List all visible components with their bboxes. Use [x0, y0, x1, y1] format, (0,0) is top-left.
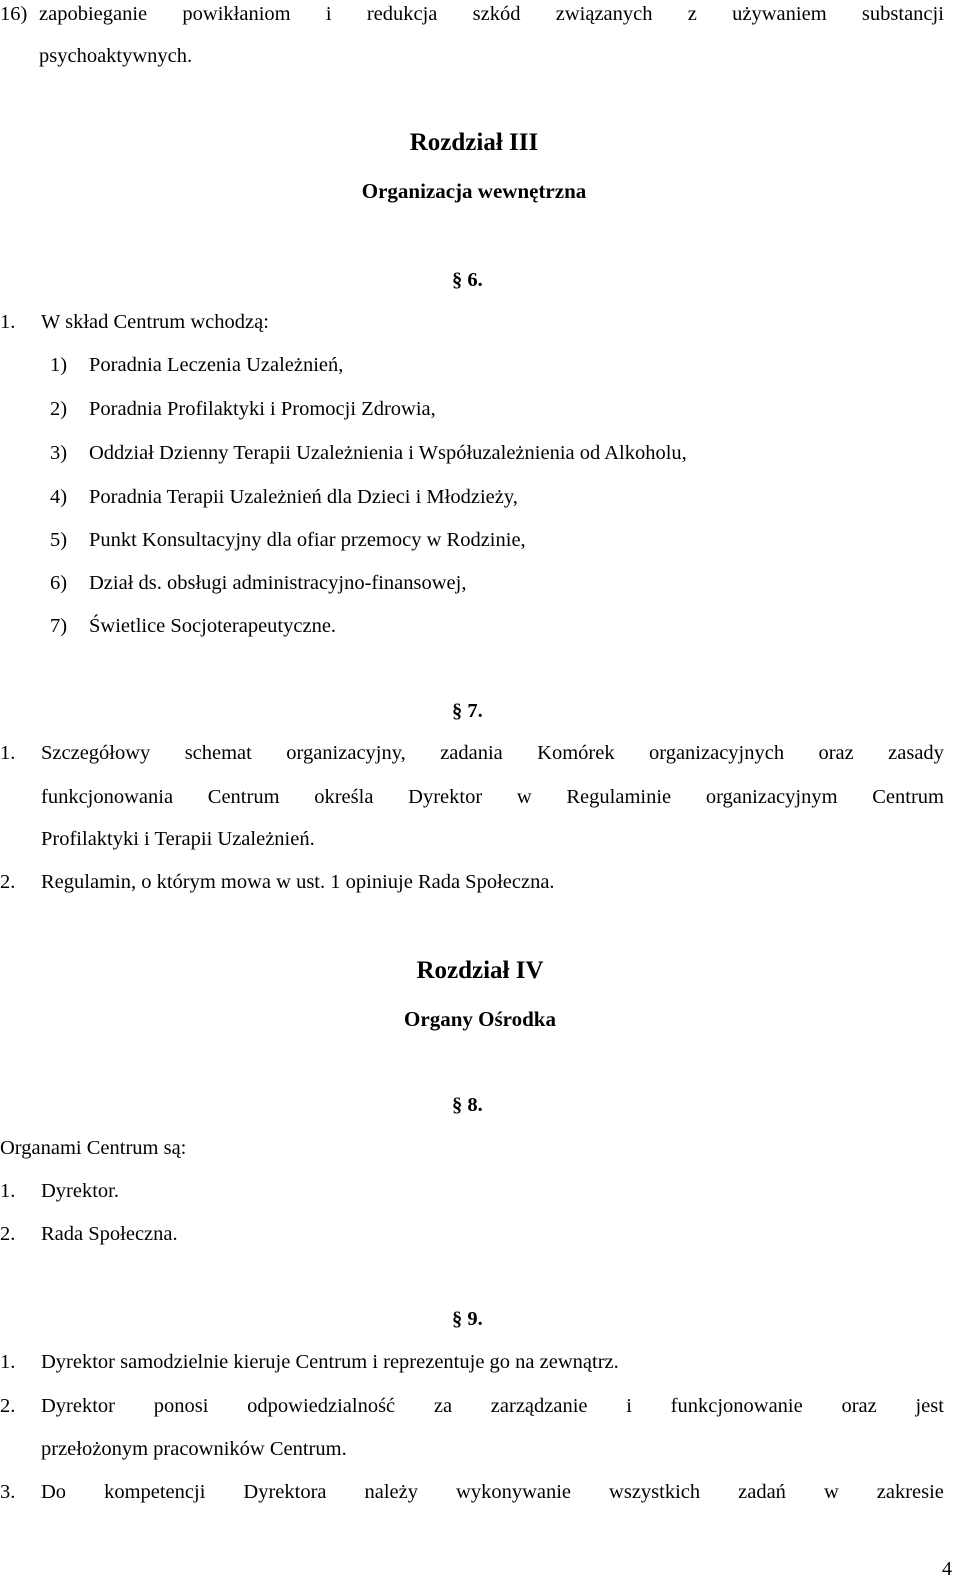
section-6-item-3-number: 3)	[50, 442, 68, 464]
section-9-p2-line-2: przełożonym pracowników Centrum.	[41, 1438, 347, 1460]
word: substancji	[861, 3, 944, 25]
word: określa	[314, 786, 374, 808]
section-8-item-1-text: Dyrektor.	[41, 1180, 119, 1202]
section-6-item-2-number: 2)	[50, 398, 68, 420]
word: i	[325, 3, 332, 25]
section-6-item-7-number: 7)	[50, 615, 68, 637]
chapter-3-title: Rozdział III	[409, 129, 539, 156]
section-9-p1-text: Dyrektor samodzielnie kieruje Centrum i reprezentuje go na zewnątrz.	[41, 1351, 619, 1373]
word: wykonywanie	[456, 1481, 572, 1503]
word: należy	[364, 1481, 419, 1503]
word: odpowiedzialność	[247, 1395, 396, 1417]
section-8-item-2-number: 2.	[0, 1223, 16, 1245]
word: i	[626, 1395, 632, 1417]
word: związanych	[555, 3, 653, 25]
section-6-item-6-text: Dział ds. obsługi administracyjno-finansowej,	[89, 572, 467, 594]
section-6-item-7-text: Świetlice Socjoterapeutyczne.	[89, 615, 337, 637]
item-16-line-1	[39, 4, 944, 25]
word: Centrum	[207, 786, 280, 808]
word: w	[823, 1481, 839, 1503]
word: ponosi	[153, 1395, 209, 1417]
word: kompetencji	[104, 1481, 206, 1503]
section-9-p1-number: 1.	[0, 1351, 16, 1373]
word: Centrum	[872, 786, 944, 808]
section-7-label: § 7.	[452, 700, 483, 722]
word: funkcjonowanie	[670, 1395, 803, 1417]
word: jest	[915, 1395, 944, 1417]
word: używaniem	[732, 3, 827, 25]
section-7-p1-line-2	[41, 787, 944, 808]
word: Dyrektor	[41, 1395, 116, 1417]
item-16-number: 16)	[0, 3, 28, 25]
word: oraz	[818, 742, 854, 764]
word: Szczegółowy	[41, 742, 151, 764]
section-7-p1-number: 1.	[0, 742, 16, 764]
word: oraz	[841, 1395, 877, 1417]
section-9-p2-line-1	[41, 1396, 944, 1417]
word: funkcjonowania	[41, 786, 174, 808]
section-8-label: § 8.	[452, 1094, 483, 1116]
word: za	[433, 1395, 453, 1417]
section-6-item-2-text: Poradnia Profilaktyki i Promocji Zdrowia,	[89, 398, 436, 420]
section-9-label: § 9.	[452, 1308, 483, 1330]
section-6-intro-number: 1.	[0, 311, 16, 333]
word: zakresie	[876, 1481, 944, 1503]
word: Komórek	[537, 742, 615, 764]
section-8-item-2-text: Rada Społeczna.	[41, 1223, 178, 1245]
section-9-p2-number: 2.	[0, 1395, 16, 1417]
word: szkód	[472, 3, 521, 25]
section-8-intro: Organami Centrum są:	[0, 1137, 187, 1159]
word: z	[687, 3, 697, 25]
word: zadania	[440, 742, 503, 764]
section-7-p1-line-3: Profilaktyki i Terapii Uzależnień.	[41, 828, 315, 850]
word: organizacyjnych	[649, 742, 785, 764]
section-9-p3-number: 3.	[0, 1481, 16, 1503]
word: wszystkich	[609, 1481, 701, 1503]
section-6-item-1-text: Poradnia Leczenia Uzależnień,	[89, 354, 344, 376]
word: redukcja	[366, 3, 438, 25]
item-16-line-2: psychoaktywnych.	[39, 45, 193, 67]
word: Do	[41, 1481, 67, 1503]
section-6-item-6-number: 6)	[50, 572, 68, 594]
chapter-4-title: Rozdział IV	[416, 957, 544, 984]
word: organizacyjnym	[705, 786, 838, 808]
section-6-item-5-number: 5)	[50, 529, 68, 551]
word: Dyrektora	[243, 1481, 327, 1503]
section-6-item-3-text: Oddział Dzienny Terapii Uzależnienia i Współuzależnienia od Alkoholu,	[89, 442, 687, 464]
word: Dyrektor	[408, 786, 483, 808]
section-6-label: § 6.	[452, 269, 483, 291]
word: organizacyjny,	[286, 742, 406, 764]
chapter-4-subtitle: Organy Ośrodka	[404, 1007, 556, 1031]
section-6-item-5-text: Punkt Konsultacyjny dla ofiar przemocy w Rodzinie,	[89, 529, 526, 551]
word: zadań	[738, 1481, 786, 1503]
section-7-p2-text: Regulamin, o którym mowa w ust. 1 opiniuje Rada Społeczna.	[41, 871, 555, 893]
word: w	[516, 786, 532, 808]
section-7-p2-number: 2.	[0, 871, 16, 893]
word: zasady	[888, 742, 944, 764]
section-6-item-4-number: 4)	[50, 486, 68, 508]
section-6-item-4-text: Poradnia Terapii Uzależnień dla Dzieci i Młodzieży,	[89, 486, 518, 508]
section-9-p3-line-1	[41, 1482, 944, 1503]
section-7-p1-line-1	[41, 743, 944, 764]
chapter-3-subtitle: Organizacja wewnętrzna	[361, 179, 587, 203]
section-8-item-1-number: 1.	[0, 1180, 16, 1202]
word: zapobieganie	[39, 3, 148, 25]
word: powikłaniom	[182, 3, 291, 25]
page-number: 4	[942, 1558, 952, 1580]
word: zarządzanie	[490, 1395, 588, 1417]
section-6-intro: W skład Centrum wchodzą:	[41, 311, 269, 333]
section-6-item-1-number: 1)	[50, 354, 68, 376]
word: schemat	[184, 742, 252, 764]
word: Regulaminie	[566, 786, 672, 808]
